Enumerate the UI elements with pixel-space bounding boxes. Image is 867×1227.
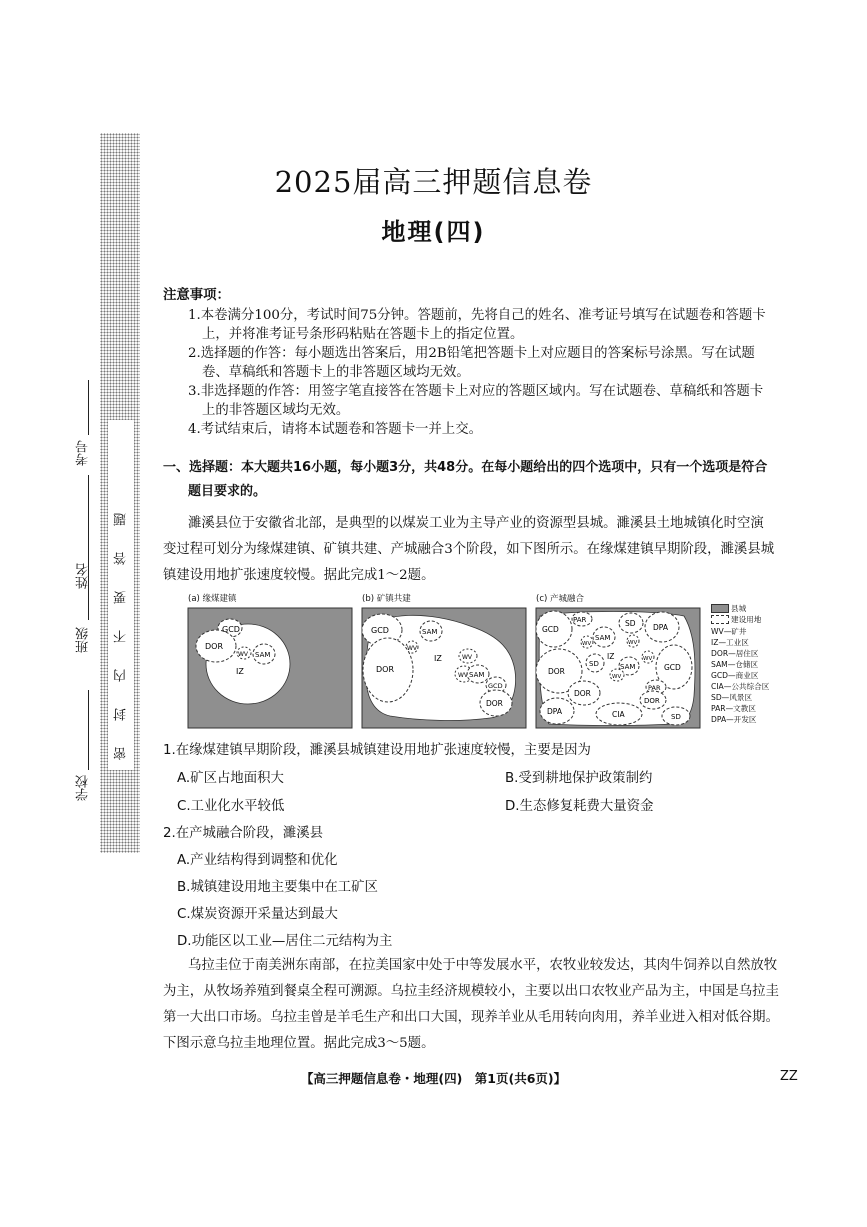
- legend-item: DPA—开发区: [711, 715, 757, 724]
- dor-label: DOR: [486, 699, 503, 708]
- iz-label: IZ: [236, 667, 244, 676]
- q2-option-d[interactable]: D.功能区以工业—居住二元结构为主: [177, 934, 393, 949]
- seal-notice: 密封内不要答题: [114, 487, 129, 760]
- sd-label: SD: [625, 619, 636, 628]
- dor-label: DOR: [574, 689, 591, 698]
- notice-line: 4.考试结束后，请将本试题卷和答题卡一并上交。: [188, 422, 482, 437]
- gcd-label: GCD: [542, 625, 559, 634]
- passage-line: 为主，从牧场养殖到餐桌全程可溯源。乌拉圭经济规模较小，主要以出口农牧业产品为主，中国是乌拉圭: [163, 984, 779, 999]
- page-subtitle: 地理(四): [381, 218, 486, 246]
- sam-label: SAM: [595, 634, 611, 642]
- wv-label: WV: [582, 641, 592, 647]
- sd-label: SD: [671, 713, 681, 721]
- dpa-label: DPA: [653, 623, 668, 632]
- page-footer: 【高三押题信息卷・地理(四) 第1页(共6页)】: [300, 1071, 567, 1086]
- notice-line: 3.非选择题的作答：用签字笔直接答在答题卡上对应的答题区域内。写在试题卷、草稿纸和答题卡: [188, 384, 764, 399]
- iz-label: IZ: [607, 652, 615, 661]
- gcd-label: GCD: [371, 626, 389, 635]
- name-label: 姓名: [76, 563, 91, 589]
- legend-built: 建设用地: [731, 615, 762, 624]
- class-label: 班级: [76, 627, 91, 653]
- legend-item: SAM—仓储区: [711, 660, 759, 669]
- legend-item: DOR—居住区: [711, 649, 759, 658]
- school-label: 学校: [76, 775, 91, 801]
- q2-option-c[interactable]: C.煤炭资源开采量达到最大: [177, 907, 338, 922]
- q2-stem: 2.在产城融合阶段，濉溪县: [163, 826, 324, 841]
- cia-label: CIA: [612, 710, 625, 719]
- q1-option-d[interactable]: D.生态修复耗费大量资金: [505, 799, 654, 814]
- dor-label: DOR: [205, 642, 224, 651]
- q1-option-a[interactable]: A.矿区占地面积大: [177, 771, 284, 786]
- land-use-maps: [186, 606, 706, 730]
- section-heading: 一、选择题：本大题共16小题，每小题3分，共48分。在每小题给出的四个选项中，只有一个选项是符合: [163, 460, 768, 475]
- section-heading-cont: 题目要求的。: [188, 484, 267, 499]
- number-label: 考号: [76, 440, 91, 466]
- map-a-title: (a) 缘煤建镇: [188, 594, 237, 604]
- legend-item: SD—风景区: [711, 693, 753, 702]
- map-c: [536, 608, 700, 728]
- sd-label: SD: [589, 660, 599, 668]
- map-c-title: (c) 产城融合: [536, 594, 585, 604]
- legend-item: GCD—商业区: [711, 671, 759, 680]
- name-field[interactable]: [88, 475, 89, 555]
- legend-item: PAR—文教区: [711, 704, 756, 713]
- footer-code: ZZ: [780, 1069, 798, 1084]
- dor-label: DOR: [548, 667, 565, 676]
- page-title: 2025届高三押题信息卷: [274, 165, 593, 199]
- q2-option-b[interactable]: B.城镇建设用地主要集中在工矿区: [177, 880, 378, 895]
- gcd-label: GCD: [664, 663, 681, 672]
- wv-label: WV: [458, 672, 469, 679]
- map-a: [188, 608, 352, 728]
- passage-line: 乌拉圭位于南美洲东南部，在拉美国家中处于中等发展水平，农牧业较发达，其肉牛饲养以自然放牧: [188, 958, 778, 973]
- par-label: PAR: [648, 684, 661, 692]
- notice-heading: 注意事项：: [163, 288, 230, 303]
- notice-line: 2.选择题的作答：每小题选出答案后，用2B铅笔把答题卡上对应题目的答案标号涂黑。写在试题: [188, 346, 755, 361]
- dor-label: DOR: [644, 697, 660, 705]
- number-field[interactable]: [88, 380, 89, 435]
- passage-line: 濉溪县位于安徽省北部，是典型的以煤炭工业为主导产业的资源型县城。濉溪县土地城镇化时空演: [188, 516, 764, 531]
- notice-line: 1.本卷满分100分，考试时间75分钟。答题前，先将自己的姓名、准考证号填写在试题卷和答题卡: [188, 308, 766, 323]
- passage-line: 第一大出口市场。乌拉圭曾是羊毛生产和出口大国，现养羊业从毛用转向肉用，养羊业进入相对低谷期。: [163, 1010, 779, 1025]
- dpa-label: DPA: [547, 707, 562, 716]
- wv-label: WV: [238, 651, 249, 658]
- iz-label: IZ: [434, 654, 442, 663]
- q1-stem: 1.在缘煤建镇早期阶段，濉溪县城镇建设用地扩张速度较慢，主要是因为: [163, 743, 591, 758]
- legend-item: IZ—工业区: [711, 638, 749, 647]
- sam-label: SAM: [469, 671, 485, 679]
- legend-item: WV—矿井: [711, 627, 747, 636]
- legend-county: 县城: [731, 604, 747, 613]
- sam-label: SAM: [422, 628, 438, 636]
- passage-line: 下图示意乌拉圭地理位置。据此完成3～5题。: [163, 1036, 435, 1051]
- q2-option-a[interactable]: A.产业结构得到调整和优化: [177, 853, 338, 868]
- wv-label: WV: [628, 640, 638, 646]
- legend-county-swatch: [711, 604, 729, 613]
- notice-line: 上，并将准考证号条形码粘贴在答题卡上的指定位置。: [202, 327, 524, 342]
- sam-label: SAM: [620, 663, 636, 671]
- q1-option-c[interactable]: C.工业化水平较低: [177, 799, 285, 814]
- map-b: [362, 608, 526, 728]
- par-label: PAR: [573, 616, 587, 624]
- notice-line: 卷、草稿纸和答题卡上的非答题区域均无效。: [202, 365, 470, 380]
- legend-item: CIA—公共综合区: [711, 682, 770, 691]
- legend-built-swatch: [711, 615, 729, 624]
- wv-label: WV: [407, 645, 418, 652]
- passage-line: 镇建设用地扩张速度较慢。据此完成1～2题。: [163, 568, 435, 583]
- sam-label: SAM: [255, 651, 271, 659]
- map-b-title: (b) 矿镇共建: [362, 594, 411, 604]
- wv-label: WV: [462, 654, 473, 661]
- gcd-label: GCD: [488, 682, 503, 690]
- q1-option-b[interactable]: B.受到耕地保护政策制约: [505, 771, 653, 786]
- school-field[interactable]: [88, 690, 89, 770]
- notice-line: 上的非答题区域均无效。: [202, 403, 350, 418]
- dor-label: DOR: [376, 665, 395, 674]
- gcd-label: GCD: [222, 625, 240, 634]
- wv-label: WV: [612, 674, 622, 680]
- wv-label: WV: [643, 656, 653, 662]
- passage-line: 变过程可划分为缘煤建镇、矿镇共建、产城融合3个阶段，如下图所示。在缘煤建镇早期阶段，濉溪县城: [163, 542, 775, 557]
